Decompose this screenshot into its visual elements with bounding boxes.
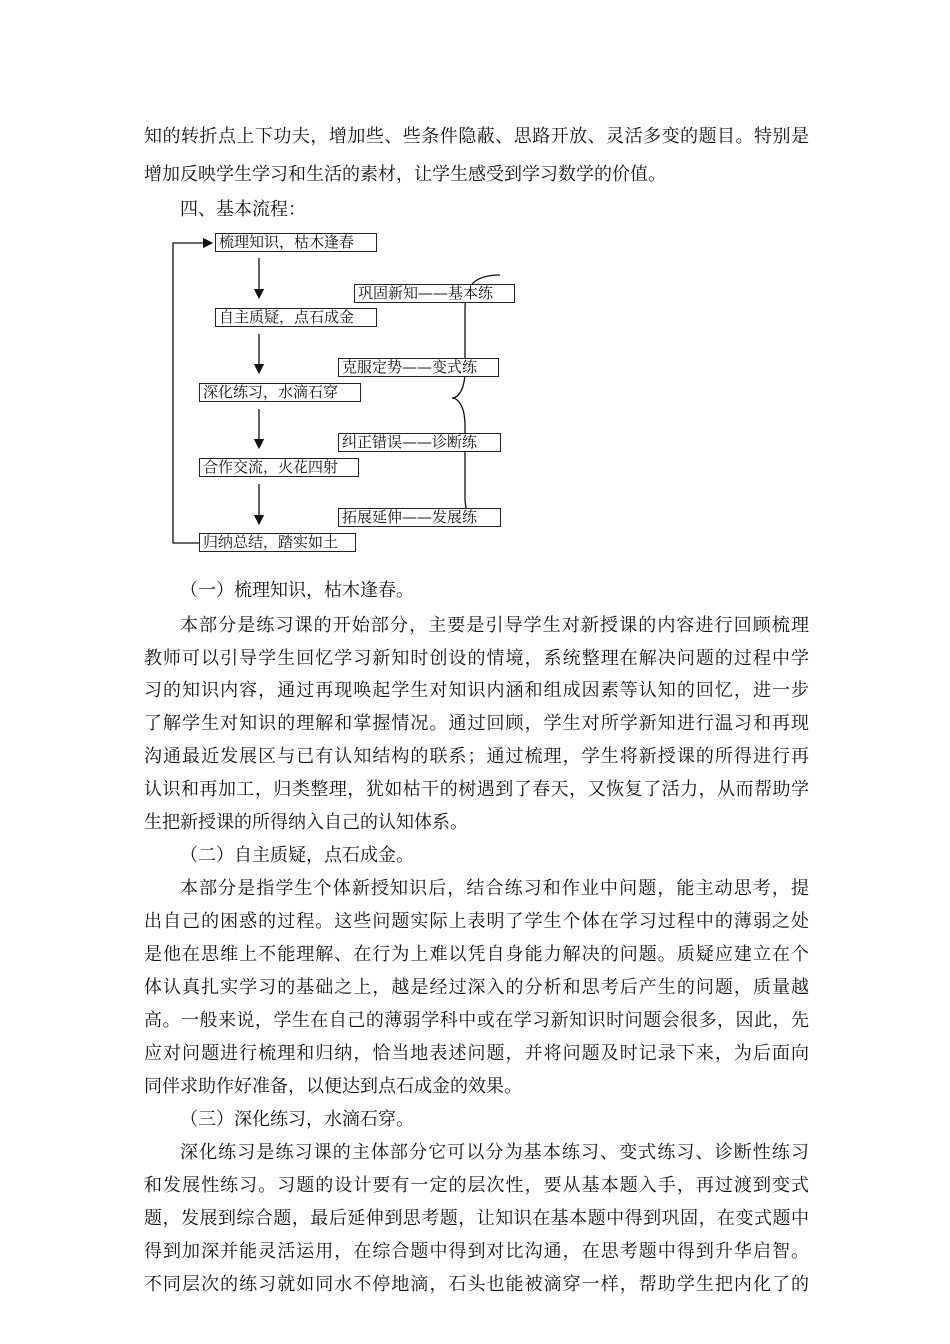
practice-type-1: 巩固新知——基本练 — [354, 284, 515, 303]
section-1-line: 生把新授课的所得纳入自己的认知体系。 — [144, 812, 468, 833]
section-1-line: 沟通最近发展区与已有认知结构的联系；通过梳理，学生将新授课的所得进行再 — [144, 746, 809, 767]
section-2-line: 本部分是指学生个体新授知识后，结合练习和作业中问题，能主动思考，提 — [180, 878, 809, 899]
section-2-line: 体认真扎实学习的基础之上，越是经过深入的分析和思考后产生的问题，质量越 — [144, 977, 809, 998]
section-2-line: 同伴求助作好准备，以便达到点石成金的效果。 — [144, 1076, 522, 1097]
section-1-line: 本部分是练习课的开始部分，主要是引导学生对新授课的内容进行回顾梳理 — [180, 615, 809, 636]
curly-brace — [452, 275, 500, 522]
section-1-line: 认识和再加工，归类整理，犹如枯干的树遇到了春天，又恢复了活力，从而帮助学 — [144, 779, 809, 800]
practice-type-3: 纠正错误——诊断练 — [338, 433, 501, 452]
flow-step-2: 自主质疑，点石成金 — [215, 308, 377, 327]
section-3-line: 不同层次的练习就如同水不停地滴，石头也能被滴穿一样，帮助学生把内化了的 — [144, 1274, 809, 1295]
section-3-line: 和发展性练习。习题的设计要有一定的层次性，要从基本题入手，再过渡到变式 — [144, 1175, 809, 1196]
flow-step-4: 合作交流，火花四射 — [199, 458, 359, 477]
intro-line-2: 增加反映学生学习和生活的素材，让学生感受到学习数学的价值。 — [144, 164, 666, 185]
section-2-line: 是他在思维上不能理解、在行为上难以凭自身能力解决的问题。质疑应建立在个 — [144, 944, 809, 965]
section-2-line: 应对问题进行梳理和归纳，恰当地表述问题，并将问题及时记录下来，为后面向 — [144, 1043, 809, 1064]
section-3-heading: （三）深化练习，水滴石穿。 — [180, 1109, 414, 1130]
section-1-line: 教师可以引导学生回忆学习新知时创设的情境，系统整理在解决问题的过程中学 — [144, 648, 809, 669]
flow-step-3: 深化练习，水滴石穿 — [199, 383, 361, 402]
intro-line-1: 知的转折点上下功夫，增加些、些条件隐蔽、思路开放、灵活多变的题目。特别是 — [144, 126, 809, 147]
section-3-line: 题，发展到综合题，最后延伸到思考题，让知识在基本题中得到巩固，在变式题中 — [144, 1208, 809, 1229]
section-2-heading: （二）自主质疑，点石成金。 — [180, 845, 414, 866]
section-3-line: 深化练习是练习课的主体部分它可以分为基本练习、变式练习、诊断性练习 — [180, 1142, 809, 1163]
flow-step-1: 梳理知识，枯木逢春 — [215, 233, 377, 252]
section-1-line: 习的知识内容，通过再现唤起学生对知识内涵和组成因素等认知的回忆，进一步 — [144, 680, 809, 701]
practice-type-4: 拓展延伸——发展练 — [338, 508, 501, 527]
section-2-line: 高。一般来说，学生在自己的薄弱学科中或在学习新知识时问题会很多，因此，先 — [144, 1010, 809, 1031]
flow-step-5: 归纳总结，踏实如土 — [199, 533, 356, 552]
section-1-heading: （一）梳理知识，枯木逢春。 — [180, 580, 414, 601]
section-1-line: 了解学生对知识的理解和掌握情况。通过回顾，学生对所学新知进行温习和再现 — [144, 713, 809, 734]
practice-type-2: 克服定势——变式练 — [338, 358, 499, 377]
section-3-line: 得到加深并能灵活运用，在综合题中得到对比沟通，在思考题中得到升华启智。 — [144, 1241, 809, 1262]
section-2-line: 出自己的困惑的过程。这些问题实际上表明了学生个体在学习过程中的薄弱之处 — [144, 911, 809, 932]
section-title: 四、基本流程： — [180, 199, 306, 220]
